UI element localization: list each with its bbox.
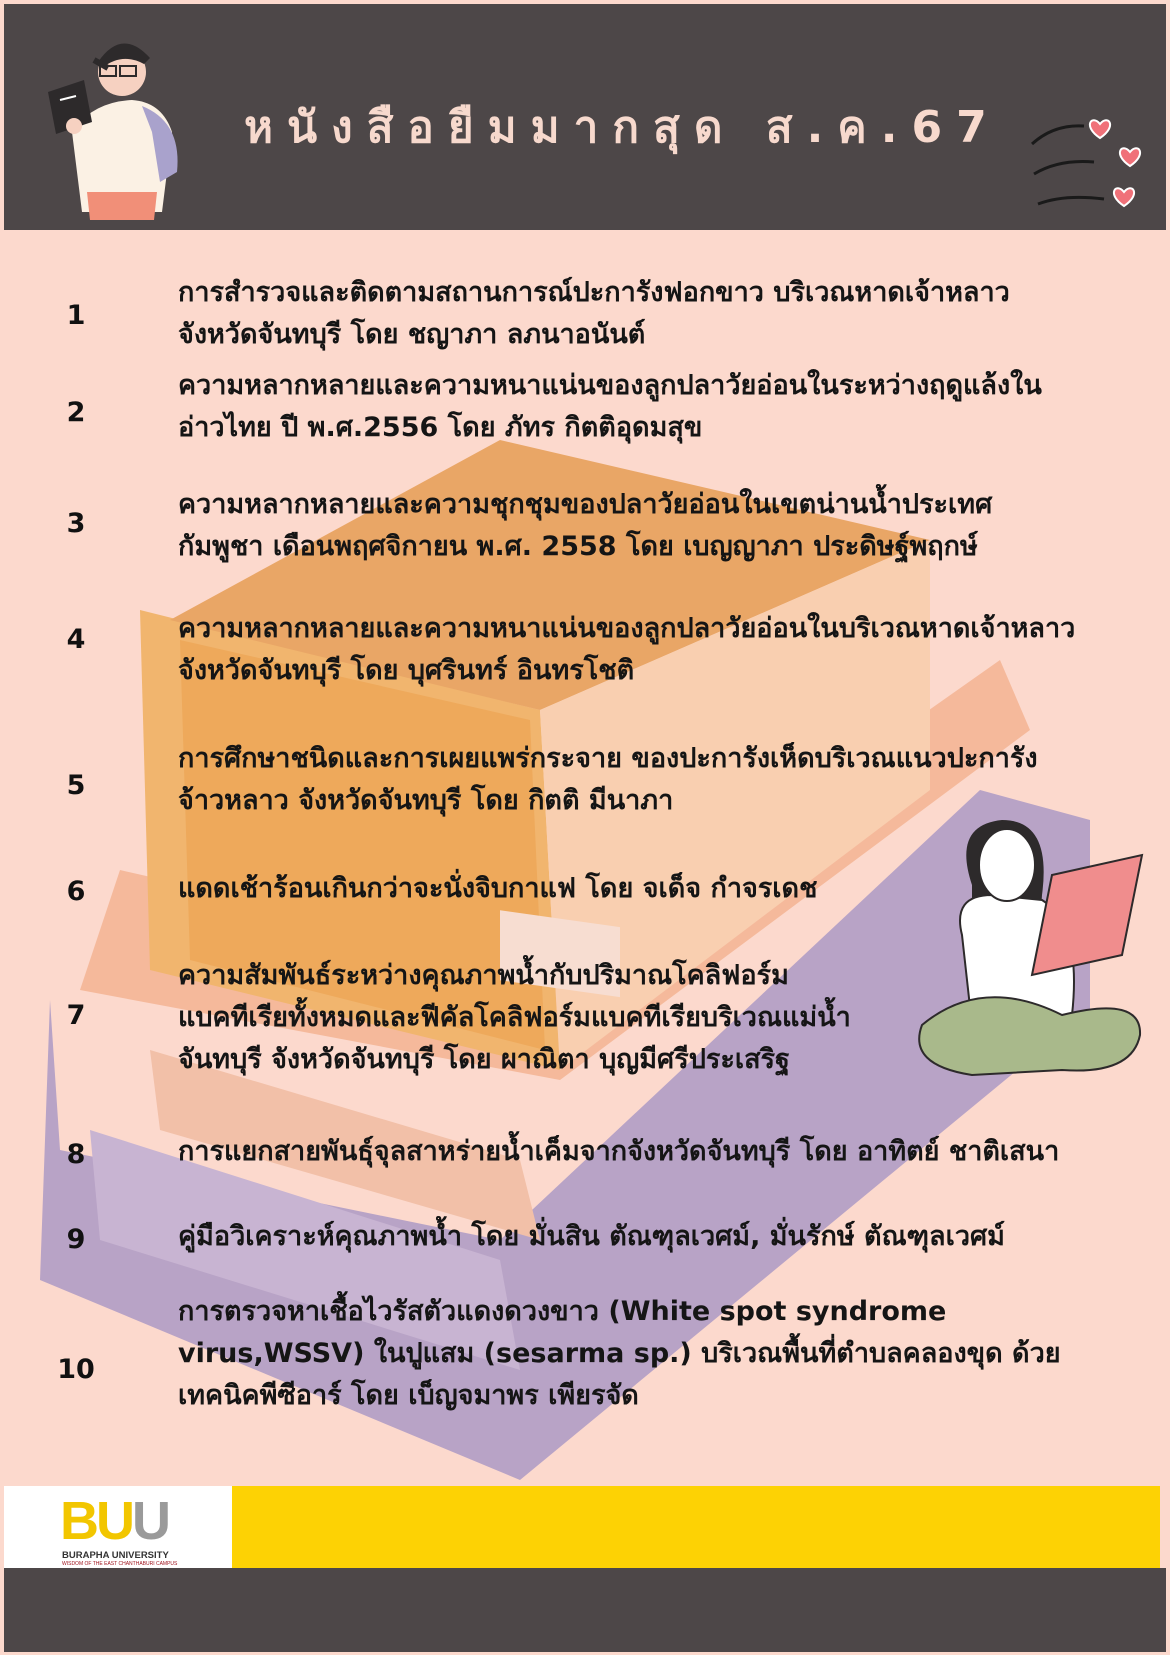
list-item-rank: 9 xyxy=(66,1224,86,1255)
list-item-title xyxy=(178,868,1138,910)
list-item-title xyxy=(178,608,1138,692)
buu-logo: BUU xyxy=(60,1491,168,1551)
list-item-rank: 7 xyxy=(66,1000,86,1031)
list-item-rank: 10 xyxy=(57,1354,95,1385)
logo-university-name: BURAPHA UNIVERSITY xyxy=(62,1550,169,1561)
title-line: virus,WSSV) ในปูแสม (sesarma sp.) บริเวณพื้นที่ตำบลคลองขุด ด้วย xyxy=(178,1338,1061,1369)
title-line: กัมพูชา เดือนพฤศจิกายน พ.ศ. 2558 โดย เบญญาภา ประดิษฐ์พฤกษ์ xyxy=(178,531,978,562)
title-line: การศึกษาชนิดและการเผยแพร่กระจาย ของปะการังเห็ดบริเวณแนวปะการัง xyxy=(178,743,1038,774)
list-item-rank: 6 xyxy=(66,876,86,907)
list-item-title xyxy=(178,1216,1138,1258)
list-item-rank: 4 xyxy=(66,624,86,655)
list-item-title xyxy=(178,1131,1138,1173)
list-item-rank: 1 xyxy=(66,300,86,331)
title-line: จังหวัดจันทบุรี โดย ชญาภา ลภนาอนันต์ xyxy=(178,319,646,350)
title-line: แดดเช้าร้อนเกินกว่าจะนั่งจิบกาแฟ โดย จเด็จ กำจรเดช xyxy=(178,873,818,904)
title-line: แบคทีเรียทั้งหมดและฟีคัลโคลิฟอร์มแบคทีเรียบริเวณแม่น้ำ xyxy=(178,1002,851,1033)
list-item-rank: 8 xyxy=(66,1139,86,1170)
hearts-decoration xyxy=(1024,104,1164,224)
title-line: ความสัมพันธ์ระหว่างคุณภาพน้ำกับปริมาณโคลิฟอร์ม xyxy=(178,960,789,991)
page-title: หนังสือยืมมากสุด ส.ค.67 xyxy=(244,102,1001,153)
title-line: เทคนิคพีซีอาร์ โดย เบ็ญจมาพร เพียรจัด xyxy=(178,1380,639,1411)
title-line: การแยกสายพันธุ์จุลสาหร่ายน้ำเค็มจากจังหวัดจันทบุรี โดย อาทิตย์ ชาติเสนา xyxy=(178,1136,1060,1167)
footer-dark-band xyxy=(4,1568,1166,1652)
list-item-title xyxy=(178,365,1138,449)
title-line: จ้าวหลาว จังหวัดจันทบุรี โดย กิตติ มีนาภา xyxy=(178,785,674,816)
title-line: ความหลากหลายและความหนาแน่นของลูกปลาวัยอ่อนในบริเวณหาดเจ้าหลาว xyxy=(178,613,1076,644)
list-item-rank: 2 xyxy=(66,397,86,428)
list-item-title xyxy=(178,955,1138,1081)
footer-yellow-band xyxy=(232,1486,1160,1568)
list-item-title xyxy=(178,484,1138,568)
list-item-title xyxy=(178,1291,1138,1417)
header-banner xyxy=(4,4,1166,230)
title-line: จังหวัดจันทบุรี โดย บุศรินทร์ อินทรโชติ xyxy=(178,655,635,686)
title-line: การตรวจหาเชื้อไวรัสตัวแดงดวงขาว (White spot syndrome xyxy=(178,1296,947,1327)
title-line: ความหลากหลายและความหนาแน่นของลูกปลาวัยอ่อนในระหว่างฤดูแล้งใน xyxy=(178,370,1042,401)
title-line: คู่มือวิเคราะห์คุณภาพน้ำ โดย มั่นสิน ตัณฑุลเวศม์, มั่นรักษ์ ตัณฑุลเวศม์ xyxy=(178,1221,1005,1252)
title-line: จันทบุรี จังหวัดจันทบุรี โดย ผาณิตา บุญมีศรีประเสริฐ xyxy=(178,1044,790,1075)
reading-boy-illustration xyxy=(32,22,192,222)
title-line: อ่าวไทย ปี พ.ศ.2556 โดย ภัทร กิตติอุดมสุข xyxy=(178,412,703,443)
footer-logo-panel xyxy=(4,1486,232,1568)
list-item-rank: 3 xyxy=(66,508,86,539)
list-item-rank: 5 xyxy=(66,770,86,801)
title-line: ความหลากหลายและความชุกชุมของปลาวัยอ่อนในเขตน่านน้ำประเทศ xyxy=(178,489,993,520)
list-item-title xyxy=(178,738,1138,822)
list-item-title xyxy=(178,272,1138,356)
title-line: การสำรวจและติดตามสถานการณ์ปะการังฟอกขาว บริเวณหาดเจ้าหลาว xyxy=(178,277,1010,308)
logo-tagline: WISDOM OF THE EAST CHANTHABURI CAMPUS xyxy=(62,1561,178,1567)
